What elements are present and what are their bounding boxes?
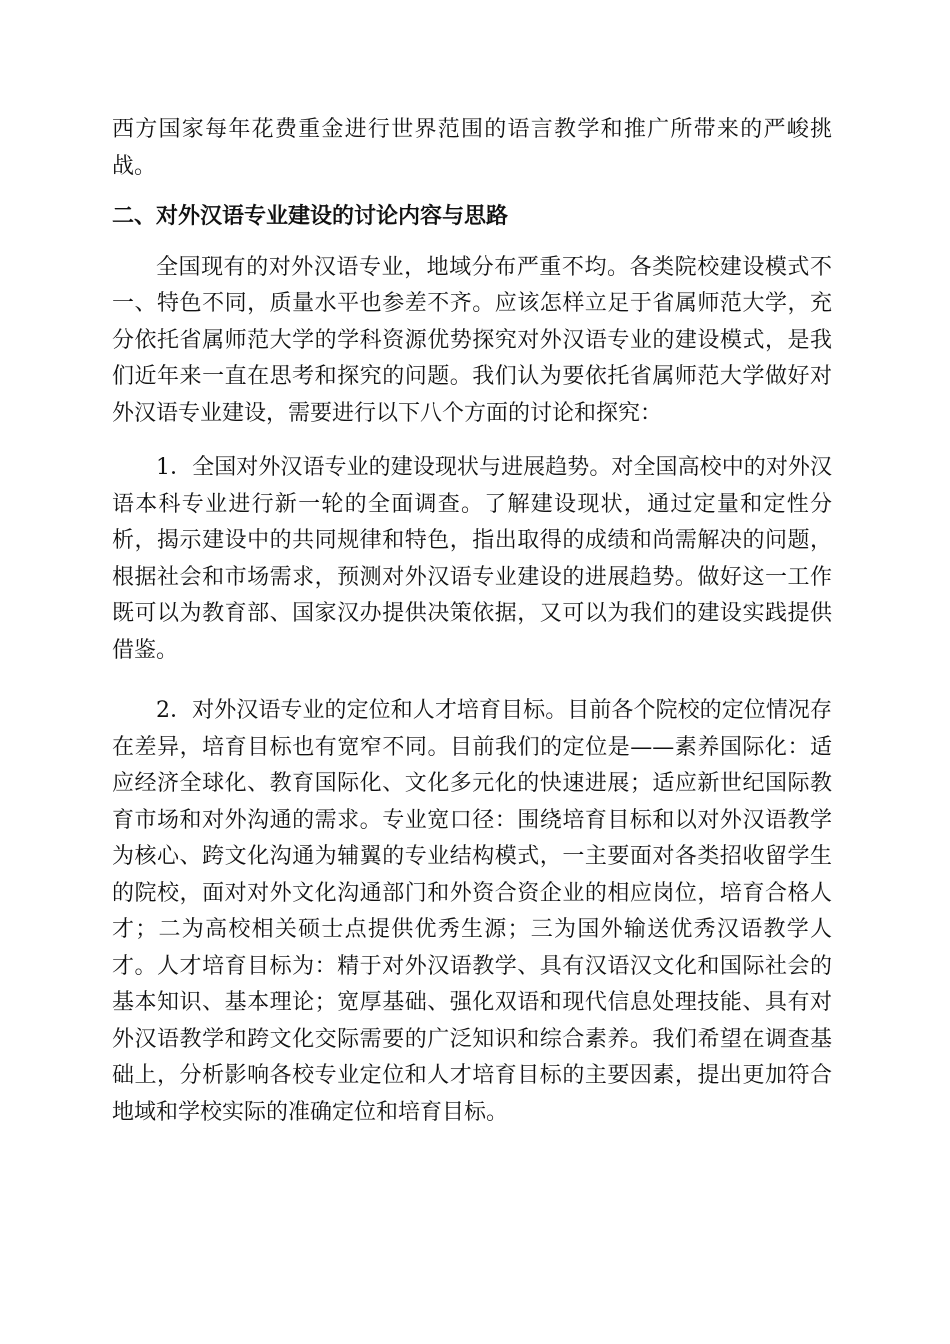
section-heading: 二、对外汉语专业建设的讨论内容与思路 [112, 204, 509, 229]
list-item-1: 1．全国对外汉语专业的建设现状与进展趋势。对全国高校中的对外汉语本科专业进行新一轮的全面调查。了解建设现状，通过定量和定性分析，揭示建设中的共同规律和特色，指出取得的成绩和尚需解决的问题，根据社会和市场需求，预测对外汉语专业建设的进展趋势。做好这一工作既可以为教育部、国家汉办提供决策依据，又可以为我们的建设实践提供借鉴。 [112, 455, 832, 663]
paragraph-intro: 全国现有的对外汉语专业，地域分布严重不均。各类院校建设模式不一、特色不同，质量水平也参差不齐。应该怎样立足于省属师范大学，充分依托省属师范大学的学科资源优势探究对外汉语专业的建设模式，是我们近年来一直在思考和探究的问题。我们认为要依托省属师范大学做好对外汉语专业建设，需要进行以下八个方面的讨论和探究： [112, 254, 832, 426]
list-item-2: 2．对外汉语专业的定位和人才培育目标。目前各个院校的定位情况存在差异，培育目标也有宽窄不同。目前我们的定位是——素养国际化：适应经济全球化、教育国际化、文化多元化的快速进展；适应新世纪国际教育市场和对外沟通的需求。专业宽口径：围绕培育目标和以对外汉语教学为核心、跨文化沟通为辅翼的专业结构模式，一主要面对各类招收留学生的院校，面对对外文化沟通部门和外资合资企业的相应岗位，培育合格人才；二为高校相关硕士点提供优秀生源；三为国外输送优秀汉语教学人才。人才培育目标为：精于对外汉语教学、具有汉语汉文化和国际社会的基本知识、基本理论；宽厚基础、强化双语和现代信息处理技能、具有对外汉语教学和跨文化交际需要的广泛知识和综合素养。我们希望在调查基础上，分析影响各校专业定位和人才培育目标的主要因素，提出更加符合地域和学校实际的准确定位和培育目标。 [112, 698, 832, 1125]
document-page [112, 112, 832, 1131]
paragraph-continuation: 西方国家每年花费重金进行世界范围的语言教学和推广所带来的严峻挑战。 [112, 117, 832, 179]
